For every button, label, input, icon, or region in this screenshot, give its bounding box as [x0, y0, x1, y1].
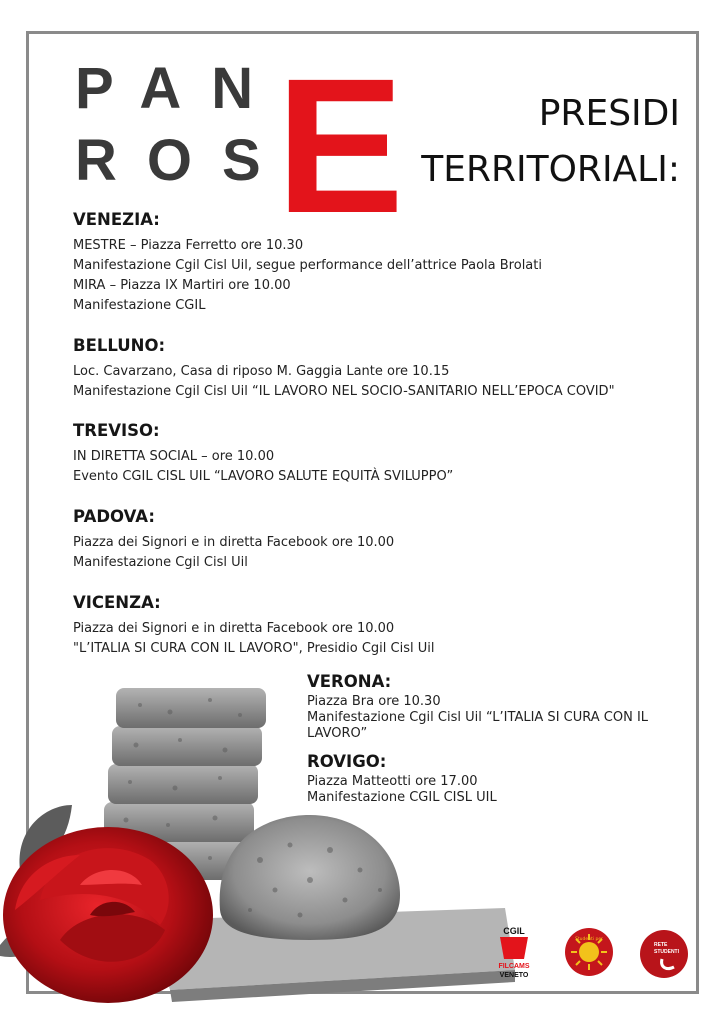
- svg-text:RETE: RETE: [654, 942, 668, 948]
- territoriali-heading: TERRITORIALI:: [421, 149, 680, 190]
- presidi-heading: PRESIDI: [538, 93, 680, 134]
- city-line: LAVORO”: [307, 725, 368, 741]
- city-name: TREVISO:: [73, 421, 160, 440]
- city-belluno: [73, 336, 683, 402]
- city-line: Evento CGIL CISL UIL “LAVORO SALUTE EQUITÀ SVILUPPO”: [73, 468, 454, 484]
- city-name: VENEZIA:: [73, 210, 160, 229]
- city-name: ROVIGO:: [307, 752, 387, 771]
- svg-text:FILCAMS: FILCAMS: [498, 963, 530, 970]
- city-line: Manifestazione CGIL CISL UIL: [307, 789, 497, 805]
- red-rose-icon: [3, 827, 213, 1003]
- city-name: BELLUNO:: [73, 336, 166, 355]
- title-pan: PAN: [75, 56, 284, 121]
- city-line: "L’ITALIA SI CURA CON IL LAVORO", Presidio Cgil Cisl Uil: [73, 640, 435, 656]
- svg-text:VENETO: VENETO: [499, 972, 529, 979]
- svg-text:STUDENTI: STUDENTI: [654, 949, 679, 955]
- city-line: Manifestazione Cgil Cisl Uil, segue performance dell’attrice Paola Brolati: [73, 257, 542, 273]
- city-line: Piazza Bra ore 10.30: [307, 693, 441, 709]
- city-line: MIRA – Piazza IX Martiri ore 10.00: [73, 277, 291, 293]
- city-line: Manifestazione CGIL: [73, 297, 206, 313]
- svg-text:Studenti per: Studenti per: [575, 937, 603, 942]
- city-name: PADOVA:: [73, 507, 155, 526]
- city-line: IN DIRETTA SOCIAL – ore 10.00: [73, 448, 275, 464]
- studenti-sun-logo: [565, 928, 613, 976]
- rete-studenti-logo: [640, 930, 688, 978]
- city-name: VERONA:: [307, 672, 392, 691]
- title-ros: ROS: [75, 128, 291, 193]
- cgil-filcams-logo: [498, 926, 529, 979]
- title-big-e: E: [276, 38, 405, 253]
- city-line: Manifestazione Cgil Cisl Uil “IL LAVORO NEL SOCIO-SANITARIO NELL’EPOCA COVID": [73, 383, 615, 399]
- svg-text:CGIL: CGIL: [503, 926, 525, 936]
- city-line: Loc. Cavarzano, Casa di riposo M. Gaggia Lante ore 10.15: [73, 363, 450, 379]
- city-line: Manifestazione Cgil Cisl Uil: [73, 554, 248, 570]
- city-line: Manifestazione Cgil Cisl Uil “L’ITALIA SI CURA CON IL: [307, 709, 649, 725]
- bread-rose-illustration: [0, 670, 520, 1024]
- city-line: Piazza dei Signori e in diretta Facebook ore 10.00: [73, 620, 395, 636]
- city-treviso: [73, 421, 683, 487]
- city-venezia: [73, 210, 683, 316]
- city-name: VICENZA:: [73, 593, 161, 612]
- city-line: Piazza Matteotti ore 17.00: [307, 773, 478, 789]
- city-vicenza: [73, 593, 683, 659]
- city-line: Piazza dei Signori e in diretta Facebook ore 10.00: [73, 534, 395, 550]
- city-line: MESTRE – Piazza Ferretto ore 10.30: [73, 237, 304, 253]
- city-padova: [73, 507, 683, 573]
- sponsor-logos: [494, 925, 694, 985]
